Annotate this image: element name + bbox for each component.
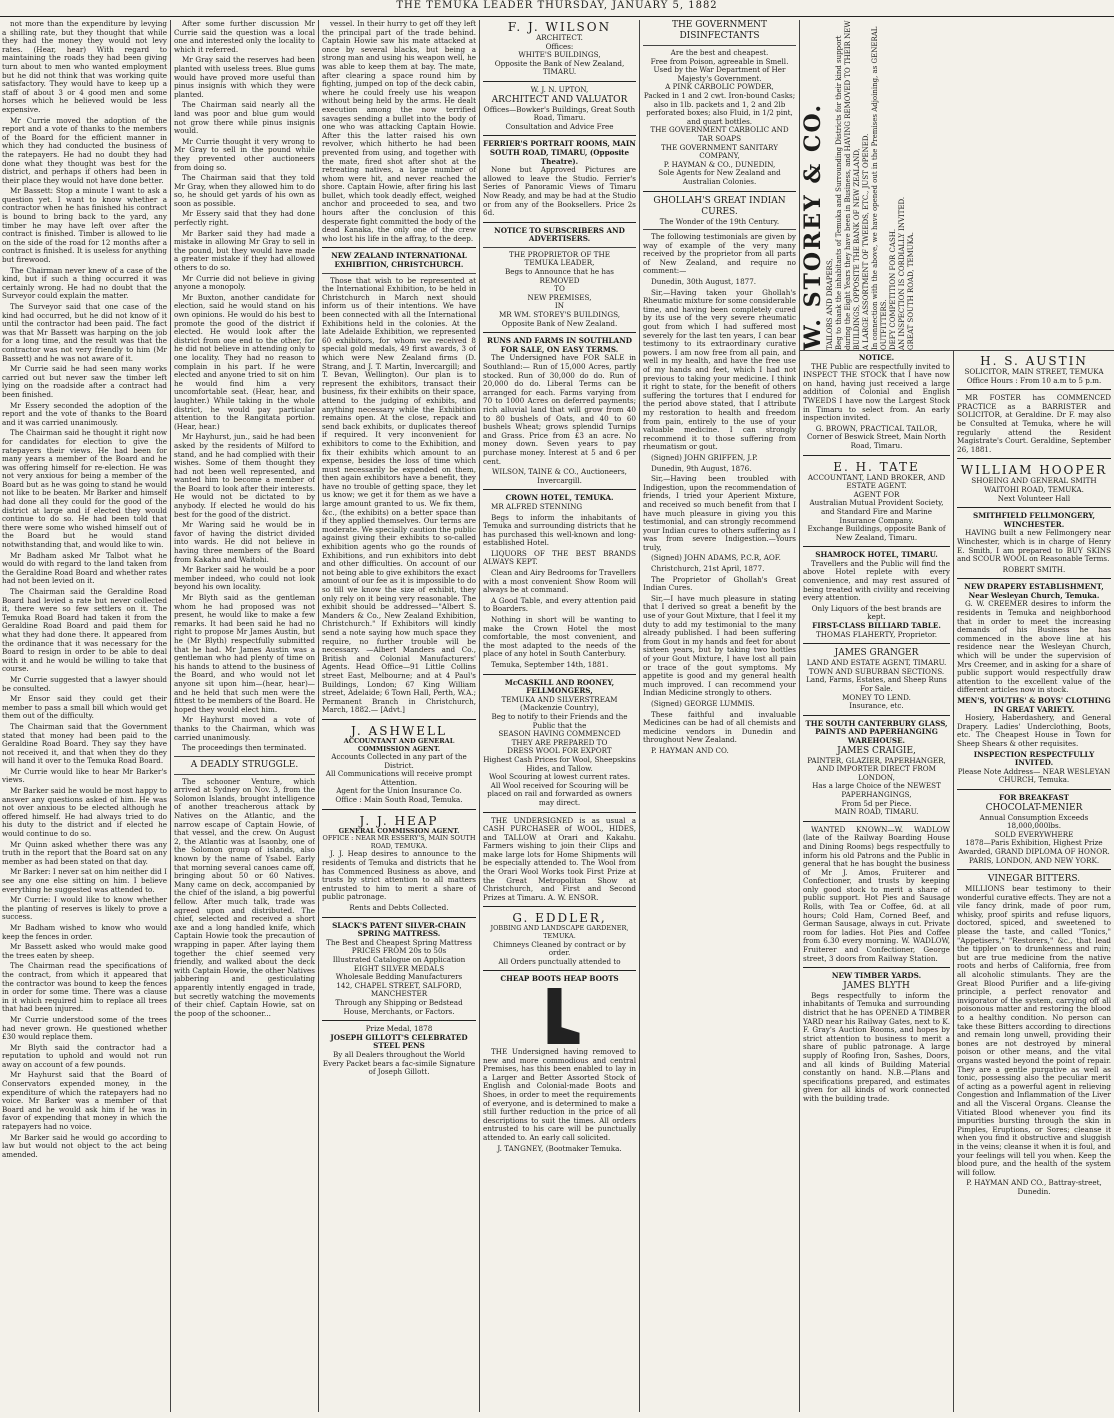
ad-line: 142, CHAPEL STREET, SALFORD, MANCHESTER: [336, 980, 462, 999]
article-paragraph: Mr Currie understood some of the trees had never grown. He questioned whether £30 would replace them.: [2, 1014, 167, 1042]
article-paragraph: not more than the expenditure by levying a shilling rate, but they thought that while they had the money they would not levy rates. (Hear, hear) With regard to maintaining the roads they had been giving turn about to men who wanted employment but he did not think that was working quite satisfactory. They would have to keep up a staff of about 3 or 4 good men and some horses which he believed would be less expensive.: [2, 20, 167, 114]
column-4: [483, 20, 636, 1412]
ad-line: PARIS, LONDON, AND NEW YORK.: [968, 855, 1100, 865]
crown-lines: [483, 503, 636, 670]
ad-line: Used by the War Department of Her Majesty's Government.: [653, 65, 786, 83]
testimonial-paragraph: Sir,—Having been troubled with Indigestion, upon the recommendation of friends, I tried your Aperient Mixture, and received so much benefit from that I have much pleasure in giving you this testimonial, and can strongly recommend your Indian cures to others suffering as I was from severe Indigestion.—Yours truly,: [643, 474, 796, 552]
ad-line: TAILORS AND DRAPERS,: [826, 258, 834, 350]
gillott-medal: Prize Medal, 1878: [365, 1024, 433, 1034]
article-paragraph: Mr Blyth said the contractor had a reputation to uphold and would not run away on account of a few pounds.: [2, 1042, 167, 1069]
ad-line: P. HAYMAN & CO., DUNEDIN,: [663, 159, 776, 169]
menier-name: CHOCOLAT-MENIER: [985, 802, 1083, 813]
smithfield-signature: ROBERT SMITH.: [1002, 564, 1066, 574]
article-paragraph: Mr Barker said they had made a mistake in allowing Mr Gray to sell in the pound, but they would have made a greater mistake if they had allowed others to do so.: [174, 228, 315, 273]
ad-line: Free from Poison, agreeable in Smell.: [650, 56, 789, 66]
article-paragraph: Mr Currie moved the adoption of the report and a vote of thanks to the members of the Board for the efficient manner in which they had conducted the business of the ratepayers. He had no doubt they had done what they thought was best for the district, and perhaps if others had been in their place they would not have done better.: [2, 115, 167, 185]
testimonial-paragraph: (Signed) GEORGE LUMMIS.: [651, 698, 755, 708]
ad-line: Begs to Announce that he has: [505, 267, 614, 277]
ad-line: THE PROPRIETOR OF THE: [509, 249, 610, 259]
craigie-name: JAMES CRAIGIE,: [837, 745, 916, 756]
ad-line: MAIN ROAD, TIMARU.: [834, 807, 919, 817]
shamrock-heading: SHAMROCK HOTEL, TIMARU.: [815, 550, 938, 560]
gollah-testimonials: [643, 233, 796, 755]
column-rule: [318, 20, 319, 1412]
article-struggle-continued: [322, 20, 476, 243]
article-paragraph: Mr Quinn asked whether there was any truth in the report that the Board sat on any member as had been stated on that day.: [2, 839, 167, 866]
exhibition-heading: NEW ZEALAND INTERNATIONAL EXHIBITION, CHRISTCHURCH.: [331, 251, 467, 270]
article-paragraph: Mr Currie would like to hear Mr Barker's views.: [2, 766, 167, 785]
article-paragraph: Mr Barker said he would go according to law but would not object to the act being amended.: [2, 1132, 167, 1159]
ad-line: 1878—Paris Exhibition, Highest Prize Awarded, GRAND DIPLOMA OF HONOR.: [958, 838, 1110, 856]
ad-line: Offices:: [545, 41, 574, 51]
hooper-lines: [957, 477, 1111, 503]
ad-heap: [322, 814, 476, 913]
article-paragraph: The Chairman said nearly all the land was poor and blue gum would not grow there while pinus insignis would.: [174, 100, 315, 136]
article-paragraph: Mr Currie thought it very wrong to Mr Gray to sell in the pound while they prevented other auctioneers from doing so.: [174, 136, 315, 172]
wadlow-body: WANTED KNOWN—W. WADLOW (late of the Railway Boarding House and Dining Rooms) begs respectfully to inform his old Patrons and the Public in general that he has bought the business of Mr J. Amos, Fruiterer and Confectioner, and trusts by keeping only good stock to merit a share of public support. Hot Pies and Sausage Rolls, with Tea or Coffee, 6d. at all hours; Cold Ham, Corned Beef, and German Sausage, always in cut. Private room for ladies. Hot Pies and Coffee from 6.30 every morning. W. WADLOW, Fruiterer and Confectioner, George street, 3 doors from Railway Station.: [803, 824, 950, 963]
article-paragraph: Mr Waring said he would be in favor of having the district divided into wards. He did not believe in having three members of the Board from Kakahu and Waitohi.: [174, 520, 315, 564]
ad-line: From 5d per Piece.: [841, 798, 912, 808]
ad-line: TEMUKA LEADER,: [524, 258, 595, 268]
drapery-line: MEN'S, YOUTHS' & BOYS' CLOTHING IN GREAT VARIETY.: [957, 696, 1111, 714]
drapery-signature: Please Note Address— NEAR WESLEYAN CHURCH, Temuka.: [957, 766, 1111, 785]
article-exhibition: [322, 277, 476, 715]
bitters-heading: VINEGAR BITTERS.: [987, 874, 1081, 885]
ad-line: IN: [554, 301, 565, 311]
ad-line: SOLD EVERYWHERE: [994, 829, 1074, 839]
shamrock-signature: THOMAS FLAHERTY, Proprietor.: [816, 629, 937, 639]
article-paragraph: Mr Essery seconded the adoption of the report and the vote of thanks to the Board and it was carried unanimously.: [2, 400, 167, 427]
ad-line: Nothing in short will be wanting to make the Crown Hotel the most comfortable, the most convenient, and the most adapted to the needs of the place of any hotel in South Canterbury.: [483, 615, 636, 659]
article-paragraph: Mr Bassett asked who would make good the trees eaten by sheep.: [2, 942, 167, 960]
column-7: [957, 354, 1111, 1412]
article-paragraph: The Chairman said that they told Mr Gray, when they allowed him to do so, he should get yards of his own as soon as possible.: [174, 173, 315, 208]
ad-line: DEFY COMPETITION FOR CASH.: [889, 228, 897, 350]
ad-line: All Orders punctually attended to: [498, 956, 621, 966]
article-paragraph: Mr Essery said that they had done perfectly right.: [174, 209, 315, 228]
slack-heading: SLACK'S PATENT SILVER-CHAIN SPRING MATTRESS.: [332, 920, 466, 939]
heap-title: GENERAL COMMISSION AGENT.: [338, 826, 460, 835]
article-board-meeting-continued: [174, 20, 315, 753]
upton-name: W. J. N. UPTON,: [530, 84, 589, 94]
ashwell-name: J. ASHWELL: [351, 723, 447, 738]
ad-line: MR WM. STOREY'S BUILDINGS,: [498, 310, 621, 320]
heap-office: OFFICE : NEAR MR ESSERY'S, MAIN SOUTH ROAD, TEMUKA.: [322, 834, 476, 850]
ashwell-title: ACCOUNTANT AND GENERAL COMMISSION AGENT.: [343, 736, 455, 753]
crown-heading: CROWN HOTEL, TEMUKA.: [505, 493, 614, 503]
ad-line: PRICES FROM 20s to 50s: [351, 946, 447, 956]
ad-line: A LARGE ASSORTMENT OF TWEEDS, ETC., JUST OPENED.: [862, 133, 870, 350]
ad-line: By all Dealers throughout the World: [333, 1049, 465, 1059]
ad-line: The Best and Cheapest Spring Mattress: [326, 937, 472, 947]
testimonial-paragraph: Dunedin, 9th August, 1876.: [651, 463, 752, 473]
gillott-heading: JOSEPH GILLOTT'S CELEBRATED STEEL PENS: [330, 1032, 468, 1051]
runs-heading: RUNS AND FARMS IN SOUTHLAND FOR SALE, ON EASY TERMS.: [487, 336, 632, 354]
drapery-heading: NEW DRAPERY ESTABLISHMENT, Near Wesleyan Church, Temuka.: [964, 582, 1104, 600]
article-paragraph: Mr Gray said the reserves had been planted with useless trees. Blue gums would have proved more useful than pinus insignis with which they were planted.: [174, 55, 315, 99]
testimonial-paragraph: The Proprietor of Ghollah's Great Indian Cures.: [643, 574, 796, 593]
ad-line: THEY ARE PREPARED TO: [511, 737, 608, 747]
ad-line: TOWN AND SUBURBAN SECTIONS.: [808, 666, 945, 676]
article-deadly-struggle: [174, 778, 315, 1019]
boots-body: THE Undersigned having removed to new and more commodious and central Premises, has this been enabled to lay in a Larger and Better Assorted Stock of English and Colonial-made Boots and Shoes, in order to meet the requirements of everyone, and is determined to make a still further reduction in the price of all descriptions to suit the times. All orders entrusted to his care will be punctually attended to. An early call solicited.: [483, 1047, 636, 1142]
column-1: [2, 20, 167, 1412]
article-paragraph: The proceedings then terminated.: [182, 743, 307, 753]
boot-illustration: [540, 988, 580, 1044]
ad-line: Begs to inform the inhabitants of Temuka and surrounding districts that he has purchased this well-known and long-established Hotel.: [483, 512, 636, 548]
masthead: [0, 0, 1114, 17]
ad-line: SOLICITOR, MAIN STREET, TEMUKA: [964, 367, 1104, 376]
eddler-lines: [483, 941, 636, 967]
brown-signature: G. BROWN, PRACTICAL TAILOR, Corner of Beswick Street, Main North Road, Timaru.: [806, 423, 947, 450]
storey-name: W. STOREY & CO.: [800, 102, 826, 350]
heap-body: J. J. Heap desires to announce to the residents of Temuka and districts that he has Commenced Business as above, and trusts by strict attention to all matters entrusted to him to merit a share of public patronage.: [322, 849, 476, 902]
ad-gillott: [322, 1025, 476, 1077]
article-paragraph: The Chairman said he thought it right now for candidates for election to give the ratepayers their views. He had been for many years a member of the Board and he was offering himself for re-election. He was not very anxious for being a member of the Board but as he was going to stand he would not like to be beaten. Mr Barker and himself had done all they could for the good of the district at large and if elected they would continue to do so. He had been told that there were some who wished himself out of the Board but he would stand notwithstanding that, and would like to win.: [2, 428, 167, 550]
brown-notice-body: THE Public are respectfully invited to INSPECT THE STOCK that I have now on hand, having just received a large addition of Colonial and English TWEEDS I have now the Largest Stock in Timaru to select from. An early inspection invited.: [803, 361, 950, 423]
austin-name: H. S. AUSTIN: [980, 354, 1088, 368]
ad-line: Every Packet bears a fac-simile Signature of Joseph Gillott.: [322, 1058, 476, 1077]
notice-heading: NOTICE TO SUBSCRIBERS AND ADVERTISERS.: [494, 225, 625, 244]
ferrier-body: None but Approved Pictures are allowed to leave the Studio. Ferrier's Series of Panoramic Views of Timaru Now Ready, and may be had at the Studio or from any of the Booksellers. Price 2s 6d.: [483, 165, 636, 218]
brown-notice-heading: NOTICE.: [858, 354, 895, 362]
article-paragraph: Mr Badham asked Mr Talbot what he would do with regard to the land taken from the Geraldine Road Board and whether rates had not been levied on it.: [2, 550, 167, 586]
ad-line: REMOVED: [539, 275, 580, 285]
ad-line: Wool Scouring at lowest current rates. All Wool received for Scouring will be placed on rail and forwarded as owners may direct.: [487, 772, 632, 807]
ad-line: SHOEING AND GENERAL SMITH: [971, 476, 1097, 486]
storey-lines: [826, 20, 916, 350]
ad-line: TEMUKA AND SILVERSTREAM (Mackenzie Country),: [501, 694, 618, 713]
hooper-name: WILLIAM HOOPER: [960, 463, 1108, 478]
ad-line: Through any Shipping or Bedstead House, Merchants, or Factors.: [335, 997, 463, 1016]
ad-line: Beg to notify to their Friends and the Public that the: [491, 711, 628, 730]
boots-heading: CHEAP BOOTS HEAP BOOTS: [500, 974, 619, 984]
tate-lines: [803, 474, 950, 543]
ad-slack: [322, 922, 476, 1017]
disinfectants-lines: [643, 49, 796, 187]
ad-line: AGENT FOR: [853, 489, 900, 499]
ad-line: AN INSPECTION IS CORDIALLY INVITED.: [898, 196, 906, 350]
ad-line: GREAT SOUTH ROAD, TEMUKA.: [907, 232, 915, 350]
masthead-text: THE TEMUKA LEADER THURSDAY, JANUARY 5, 1882: [396, 0, 718, 11]
foster-body: MR FOSTER has COMMENCED PRACTICE as a BARRISTER and SOLICITOR, at Geraldine. Dr F. may also be Consulted at Temuka, where he will regularly attend the Resident Magistrate's Court. Geraldine, September 26, 1881.: [957, 393, 1111, 454]
smithfield-heading: SMITHFIELD FELLMONGERY, WINCHESTER.: [973, 511, 1095, 529]
article-paragraph: Mr Bassett: Stop a minute I want to ask a question yet. I want to know whether a contractor when he has finished his contract is bound to bring back to the yard, any timber he may have left over after the contract is finished. Timber is allowed to lie on the side of the road for 12 months after a contract is finished. It is useless for anything but firewood.: [2, 186, 167, 265]
drapery-body2: Hosiery, Haberdashery, and General Drapery. Ladies' Underclothing, Boots, etc. The Cheapest House in Town for Sheep Shears & other requisites.: [957, 713, 1111, 748]
shamrock-billiard: FIRST-CLASS BILLIARD TABLE.: [812, 621, 941, 631]
notice-lines: [483, 251, 636, 328]
column-5: [643, 20, 796, 1412]
blyth-body: Begs respectfully to inform the inhabitants of Temuka and surrounding district that he has OPENED A TIMBER YARD near his Railway Gates, next to K. F. Gray's Auction Rooms, and hopes by strict attention to business to merit a share of public patronage. A large supply of Roofing Iron, Sashes, Doors, and all kinds of Building Material constantly on hand. N.B.—Plans and specifications prepared, and estimates given for all kinds of work connected with the building trade.: [803, 990, 950, 1103]
testimonial-paragraph: Christchurch, 21st April, 1877.: [651, 564, 765, 574]
column-rule: [170, 20, 171, 1412]
ferrier-heading: FERRIER'S PORTRAIT ROOMS, MAIN SOUTH ROAD, TIMARU, (Opposite Theatre).: [483, 139, 636, 166]
mccaskill-heading: McCASKILL AND ROONEY, FELLMONGERS,: [504, 677, 615, 696]
heap-foot: Rents and Debts Collected.: [349, 903, 449, 912]
article-paragraph: Mr Barker said he would be a poor member indeed, who could not look beyond his own locality.: [174, 565, 315, 592]
ad-line: Consultation and Advice Free: [505, 121, 614, 131]
ad-line: WHITE'S BUILDINGS,: [518, 50, 601, 60]
article-paragraph: The Chairman never knew of a case of the kind, but if such a thing occurred it was certainly wrong. He had no doubt that the Surveyor could explain the matter.: [2, 265, 167, 301]
bitters-body: MILLIONS bear testimony to their wonderful curative effects. They are not a vile fancy drink, made of poor rum, whisky, proof spirits and refuse liquors, doctored, spiced, and sweetened to please the taste, and called "Tonics," "Appetisers," "Restorers," &c., that lead the tippler on to drunkenness and ruin; but are true medicine from the native roots and herbs of California, free from all alcoholic stimulants. They are the Great Blood Purifier and a life-giving principle, a perfect renovator and invigorator of the system, carrying off all poisonous matter and restoring the blood to a healthy condition. No person can take these Bitters according to directions and remain long unwell, providing their bones are not destroyed by mineral poison or other means, and the vital organs wasted beyond the point of repair. They are a gentle purgative as well as tonic, possessing also the peculiar merit of acting as a powerful agent in relieving Congestion and Inflammation of the Liver and all the Visceral Organs. Cleanse the Vitiated Blood whenever you find its impurities bursting through the skin in Pimples, Eruptions, or Sores; cleanse it when you find it obstructive and sluggish in the veins; cleanse it when it is foul, and your feelings will tell you when. Keep the blood pure, and the health of the system will follow.: [957, 884, 1111, 1177]
article-paragraph: Mr Hayhurst moved a vote of thanks to the Chairman, which was carried unanimously.: [174, 715, 315, 742]
ad-line: MR ALFRED STENNING: [491, 501, 583, 511]
ad-line: PAINTER, GLAZIER, PAPERHANGER, AND IMPORTER DIRECT FROM LONDON,: [807, 755, 946, 782]
shamrock-line: Only Liquors of the best brands are kept.: [811, 603, 942, 622]
article-paragraph: Mr Hayhurst said that the Board of Conservators expended money, in the expenditure of which the ratepayers had no voice. Mr Barker was a member of that Board and he would ask him if he was in favor of expending that money in which the ratepayers had no voice.: [2, 1070, 167, 1132]
ad-line: Illustrated Catalogue on Application: [332, 954, 466, 964]
granger-name: JAMES GRANGER: [834, 648, 919, 659]
mccaskill-lines: [483, 696, 636, 808]
column-6: [803, 354, 950, 1412]
ensor-body: THE UNDERSIGNED is as usual a CASH PURCHASER of WOOL, HIDES, and TALLOW at Orari and Kakahu. Farmers wishing to join their Clips and make large lots for Home Shipments will be especially attended to. The Wool from the Orari Wool Works took First Prize at the Great Metropolitan Show at Christchurch, and First and Second Prizes at Timaru. A. W. ENSOR.: [483, 815, 636, 902]
ad-line: Annual Consumption Exceeds 18,000,000lbs.: [979, 812, 1089, 831]
runs-signature: WILSON, TAINE & CO., Auctioneers, Invercargill.: [492, 467, 627, 485]
wilson-name: F. J. WILSON: [507, 20, 612, 34]
testimonial-paragraph: Dunedin, 30th August, 1877.: [651, 277, 757, 287]
runs-body: The Undersigned have FOR SALE in Southland:— Run of 15,000 Acres, partly stocked. Run of 30,000 do do. Run of 20,000 do do. Liberal Terms can be arranged for each. Farms varying from 70 to 1000 Acres on deferred payments; rich alluvial land that will grow from 40 to 80 bushels of Oats, and 40 to 60 bushels Wheat; grows splendid Turnips and Grass. Price from £3 an acre. No money down. Seven years to pay purchase money. Interest at 5 and 6 per cent.: [483, 353, 636, 466]
ad-line: EIGHT SILVER MEDALS: [353, 963, 445, 973]
article-paragraph: Mr Currie: I would like to know whether the planting of reserves is likely to prove a success.: [2, 895, 167, 922]
article-paragraph: vessel. In their hurry to get off they left the principal part of the trade behind. Captain Howie saw his mate attacked at once by several blacks, but being a strong man and using his weapon well, he was able to keep them at bay. The mate, after clearing a space round him by fighting, jumped on top of the deck cabin, where he could freely use his weapon without being held by the arms. He dealt execution among the now terrified savages sending a bullet into the body of one who was attacking Captain Howie. After this the latter raised his own revolver, which hitherto he had been prevented from using, and together with the mate, fired shot after shot at the retreating natives, a large number of whom were hit, and never reached the shore. Captain Howie, after firing his last bullet, which took deadly effect, weighed anchor and proceeded to sea, and two hours after the conclusion of this desperate fight committed the body of the dead Kanaka, the only one of the crew who lost his life in the affray, to the deep.: [322, 20, 476, 243]
ad-line: LAND AND ESTATE AGENT, TIMARU.: [806, 658, 947, 668]
ad-line: ACCOUNTANT, LAND BROKER, AND ESTATE AGENT.: [807, 472, 946, 491]
article-paragraph: The Surveyor said that one case of the kind had occurred, but he did not know of it until the contractor had been paid. The fact was that Mr Bassett was harping on the job for a long time, and the result was that the contractor was not very friendly to him (Mr Bassett) and he was not aware of it.: [2, 302, 167, 363]
column-2: [174, 20, 315, 1412]
ad-line: Beg to thank the inhabitants of Temuka and Surrounding Districts for their kind support during the Eight Years they have been in Business, and HAVING REMOVED TO THEIR NEW BUILDINGS, OPPOSITE THE BANK OF NEW ZEALAND,: [835, 20, 861, 350]
article-paragraph: The Chairman said that the Government stated that money had been paid to the Geraldine Road Board. They say they have not received it, and that when they do they will hand it over to the Temuka Road Board.: [2, 721, 167, 766]
testimonial-paragraph: These faithful and invaluable Medicines can be had of all chemists and medicine vendors in Dunedin and throughout New Zealand.: [643, 709, 796, 745]
ad-line: Next Volunteer Hall: [997, 493, 1071, 503]
gollah-subheading: The Wonder of the 19th Century.: [659, 216, 780, 226]
ad-line: MONEY TO LEND.: [842, 692, 911, 702]
ad-line: Opposite Bank of New Zealand.: [501, 318, 618, 328]
ad-line: THE GOVERNMENT CARBOLIC AND TAR SOAPS: [650, 125, 789, 143]
article-paragraph: Those that wish to be represented at the International Exhibition, to be held in Christchurch in March next should inform us of their intentions. We have been connected with all the International Exhibitions held in the colonies. At the late Adelaide Exhibition, we represented 60 exhibitors, for whom we received 8 special gold medals, 49 first awards, 3 of which were New Zealand firms (D. Strang, and J. T. Martin, Invercargill; and T. Bevan, Wellington). Our plan is to represent the exhibitors, transact their business, fix their exhibits on their space, attend to the judging of exhibits, and anything necessary while the Exhibition remains open. At the close, repack and send back exhibits, or duplicates thereof if required. It very inconvenient for exhibitors to come to the Exhibition, and fix their exhibits which amount to an expense, besides the loss of time which must necessarily be expended on them, then again exhibitors have a benefit, they have no trouble of getting space, they let us know; we get it for them as we have a large amount granted to us. We fix them, &c., (the exhibits) on a better space than if they applied themselves. Our terms are moderate. We specially caution the public against giving their exhibits to so-called exhibition agents who go the rounds of Exhibitions, and run exhibitors into debt and other difficulties. On account of our not being able to give exhibitors the exact amount of our fee as it is impossible to do so till we know the size of exhibit, they only rely on it being very reasonable. The exhibit should be addressed—"Albert S. Manders & Co., New Zealand Exhibition, Christchurch." If Exhibitors will kindly send a note saying how much space they require, no further trouble will be necessary. —Albert Manders and Co., British and Colonial Manufacturers' Agents. Head Office—91 Little Collins street East, Melbourne; and at 4 Paul's Buildings, London; 67 King William street, Adelaide; 6 Town Hall, Perth, W.A.; Permanent Branch in Christchurch, March, 1882.— [Advt.]: [322, 275, 476, 715]
ad-ashwell: [322, 724, 476, 805]
eddler-title: JOBBING AND LANDSCAPE GARDENER, TEMUKA.: [490, 924, 629, 941]
article-paragraph: Mr Barker: I never sat on him neither did I see any one else sitting on him. I believe everything he suggested was attended to.: [2, 867, 167, 894]
article-paragraph: Mr Currie suggested that a lawyer should be consulted.: [2, 674, 167, 693]
article-paragraph: After some further discussion Mr Currie said the question was a local one and interested only the locality to which it referred.: [174, 20, 315, 54]
ashwell-lines: [322, 753, 476, 805]
ad-line: LIQUORS OF THE BEST BRANDS ALWAYS KEPT.: [483, 548, 636, 567]
ad-line: Temuka, September 14th, 1881.: [491, 660, 609, 669]
drapery-line2: INSPECTION RESPECTFULLY INVITED.: [973, 749, 1095, 768]
column-rule: [479, 20, 480, 1412]
wilson-title: ARCHITECT.: [536, 33, 583, 42]
ad-line: Opposite the Bank of New Zealand, TIMARU.: [494, 58, 625, 77]
disinfectants-heading: THE GOVERNMENT DISINFECTANTS: [671, 20, 768, 41]
boots-signature: J. TANGNEY, (Bootmaker Temuka.: [497, 1143, 622, 1153]
ad-line: Wholesale Bedding Manufacturers: [335, 972, 463, 982]
ad-line: A PINK CARBOLIC POWDER,: [665, 82, 774, 92]
ad-line: Clean and Airy Bedrooms for Travellers with a most convenient Show Room will always be at command.: [483, 568, 636, 595]
article-paragraph: Mr Ensor said they could get their member to pass a small bill which would get them out of the difficulty.: [2, 694, 167, 721]
ad-line: Agent for the Union Insurance Co.: [336, 786, 462, 796]
menier-heading: FOR BREAKFAST: [999, 792, 1069, 802]
gillott-lines: [322, 1051, 476, 1077]
drapery-body: G. W. CREEMER desires to inform the residents in Temuka and neighborhood that in order to meet the increasing demands of his Business he has commenced in the above line at his residence near the Wesleyan Church, which will be under the supervision of Mrs Creemer, and in asking for a share of public support would respectfully draw attention to the excellent value of the different articles now in stock.: [957, 599, 1111, 695]
ad-line: Office : Main South Road, Temuka.: [335, 795, 463, 805]
article-paragraph: Mr Barker said he would be most happy to answer any questions asked of him. He was not over anxious to be elected although he offered himself. He had always tried to do his duty to the district and if elected he would continue to do so.: [2, 786, 167, 839]
article-paragraph: Mr Currie said he had seen many works carried out but never saw the timber left lying on the roadside after a contract had been finished.: [2, 364, 167, 399]
article-paragraph: The Chairman read the specifications of the contract, from which it appeared that the contractor was bound to keep the fences in order for some time. There was a clause in it which required him to replace all trees that had been injured.: [2, 961, 167, 1014]
ad-line: Sole Agents for New Zealand and Australian Colonies.: [658, 168, 781, 186]
article-paragraph: Mr Blyth said as the gentleman whom he had proposed was not present, he would like to make a few remarks. It had been said he had no right to propose Mr James Austin, but he (Mr Blyth) respectfully submitted that he had. Mr James Austin was a gentleman who had plenty of time on his hands to attend to the business of the Board, and who would not let anyone sit upon him—(hear, hear)—and he held that such men were the fittest to be members of the Board. He hoped they would elect him.: [174, 593, 315, 714]
article-paragraph: The schooner Venture, which arrived at Sydney on Nov. 3, from the Solomon Islands, brought intelligence of another treacherous attack by Natives on the Atlantic, and the narrow escape of Captain Howie, of that vessel, and the crew. On August 2, the Atlantic was at Isaonby, one of the Solomon group of islands, also known by the name of Ysabel. Early that morning several canoes came off, bringing about 50 or 60 Natives. Many came on deck, accompanied by the chief of the island, a big powerful fellow. After much talk, trade was agreed upon and distributed. The chief, selected and received a short axe and a long handled knife, which Captain Howie took the precaution of wrapping in paper. After laying them together the chief seemed very friendly, and walked about the deck with Captain Howie, the other Natives jabbering and gesticulating apparently intently engaged in trade, but secretly watching the movements of their chief. Captain Howie, sat on the poop of the schooner...: [174, 776, 315, 1018]
ad-storey: [800, 20, 1112, 350]
article-board-meeting: [2, 20, 167, 1159]
shamrock-body: Travellers and the Public will find the above Hotel replete with every convenience, and may rest assured of being treated with civility and receiving every attention.: [803, 558, 950, 603]
article-paragraph: Mr Hayhurst, jun., said he had been asked by the residents of Milford to stand, and he had complied with their wishes. Some of them thought they had not been well represented, and wanted him to become a member of the Board to look after their interests. He would not be dictated to by anybody. If elected he would do his best for the good of the district.: [174, 432, 315, 519]
ad-line: Accounts Collected in any part of the District.: [331, 752, 467, 770]
ad-line: Has a large Choice of the NEWEST PAPERHANGINGS,: [812, 781, 941, 799]
craigie-lines: [803, 757, 950, 817]
article-paragraph: Mr Buxton, another candidate for election, said he would stand on his own opinions. He would do his best to promote the good of the district if elected. He would look after the district from one end to the other, for he did not believe in attending only to one locality. They had no reason to complain in his part. If he were elected and anyone tried to sit on him he would find him a very uncomfortable seat. (Hear, hear, and laughter.) While taking in the whole district, he would pay particular attention to the Rangitata portion. (Hear, hear.): [174, 292, 315, 431]
ad-line: In connection with the above, we have opened out in the Premises Adjoining, as GENERAL OUTFITTERS.: [871, 26, 888, 350]
gollah-heading: GHOLLAH'S GREAT INDIAN CURES.: [653, 195, 786, 217]
ad-line: Exchange Buildings, opposite Bank of New Zealand, Timaru.: [807, 524, 946, 542]
ad-line: THE GOVERNMENT SANITARY COMPANY,: [661, 142, 778, 161]
struggle-heading: A DEADLY STRUGGLE.: [190, 759, 299, 770]
slack-lines: [322, 939, 476, 1016]
tate-name: E. H. TATE: [833, 459, 920, 474]
article-paragraph: Mr Badham wished to know who would keep the fences in order.: [2, 922, 167, 941]
column-rule: [953, 350, 954, 1412]
article-paragraph: Mr Currie did not believe in giving anyone a monopoly.: [174, 273, 315, 292]
wilson-lines: [483, 43, 636, 77]
ad-line: Insurance, etc.: [849, 701, 904, 711]
column-3: [322, 20, 476, 1412]
ad-line: A Good Table, and every attention paid to Boarders.: [483, 595, 636, 614]
ad-line: NEW PREMISES,: [527, 292, 592, 302]
ad-line: TO: [554, 284, 565, 294]
ad-line: Packed in 1 and 2 cwt. Iron-bound Casks; also in 1lb. packets and 1, 2 and 2lb perforated boxes; also Fluid, in 1/2 pint, and quart bottles.: [643, 90, 796, 126]
ad-line: Chimneys Cleaned by contract or by order.: [493, 939, 626, 958]
glass-heading: THE SOUTH CANTERBURY GLASS, PAINTS AND PAPERHANGING WAREHOUSE.: [805, 718, 948, 745]
testimonial-paragraph: Sir,—I have much pleasure in stating that I derived so great a benefit by the use of your Gout Mixture, that I feel it my duty to add my testimonial to the many already published. I had been suffering from Gout in my hands and feet for about sixteen years, but by taking two bottles of your Gout Mixture, I have lost all pain or trace of the gout symptoms. My appetite is good and my general health much improved. I can recommend your Indian Medicine strongly to others.: [643, 593, 796, 698]
ad-line: Office Hours : From 10 a.m to 5 p.m.: [966, 375, 1102, 385]
ad-line: SEASON HAVING COMMENCED: [498, 729, 621, 739]
testimonial-paragraph: P. HAYMAN AND CO.: [651, 745, 729, 755]
testimonial-paragraph: (Signed) JOHN ADAMS, P.C.R, AOF.: [651, 553, 781, 563]
austin-lines: [957, 368, 1111, 385]
ad-line: Australian Mutual Provident Society, and Standard Fire and Marine Insurance Company.: [809, 498, 944, 525]
upton-title: ARCHITECT AND VALUATOR: [491, 94, 628, 105]
testimonial-paragraph: Sir,—Having taken your Ghollah's Rheumatic mixture for some considerable time, and having been completely cured by its use of the very severe rheumatic gout from which I had suffered most severely for the last ten years, I can bear testimony to its extraordinary curative powers. I am now free from all pain, and well in my health, and have the free use of my hands and feet, which I had not previous to taking your medicine. I think it right to state, for the benefit of others suffering the tortures that I endured for the period above stated, that I attribute my restoration to health and freedom from pain, entirely to the use of your valuable medicine. I can strongly recommend it to those suffering from rheumatism or gout.: [643, 287, 796, 452]
testimonial-paragraph: The following testimonials are given by way of example of the very many received by the proprietor from all parts of New Zealand, and require no comment:—: [643, 232, 796, 276]
testimonial-paragraph: (Signed) JOHN GRIFFEN, J.P.: [651, 452, 758, 462]
ad-line: Are the best and cheapest.: [670, 48, 769, 57]
ad-line: WAITOHI ROAD, TEMUKA.: [984, 484, 1084, 494]
ad-line: DRESS WOOL FOR EXPORT: [507, 746, 612, 756]
ad-line: Offices—Bowker's Buildings, Great South Road, Timaru.: [483, 104, 636, 123]
bitters-signature: P. HAYMAN AND CO., Battray-street, Dunedin.: [966, 1178, 1102, 1196]
ad-line: Highest Cash Prices for Wool, Sheepskins Hides, and Tallow.: [483, 754, 636, 773]
article-paragraph: The Chairman said the Geraldine Road Board had levied a rate but never collected it, there were so few settlers on it. The Temuka Road Board had taken it from the Geraldine Road Board and paid them for what they had done there. It appeared from the ordinance that it was necessary for the Board to resign in order to be able to deal with it and he would be willing to take that course.: [2, 587, 167, 674]
column-rule: [639, 20, 640, 1412]
heap-name: J. J. HEAP: [359, 813, 439, 828]
blyth-name: JAMES BLYTH: [843, 980, 910, 991]
timber-heading: NEW TIMBER YARDS.: [831, 971, 922, 981]
smithfield-body: HAVING built a new Fellmongery near Winchester, which is in charge of Henry E. Smith, I am prepared to BUY SKINS and SCOUR WOOL on Reasonable Terms.: [957, 528, 1111, 564]
granger-lines: [803, 659, 950, 711]
ad-line: Land, Farms, Estates, and Sheep Runs For Sale.: [806, 675, 947, 693]
ad-line: All Communications will receive prompt Attention.: [325, 769, 473, 787]
menier-lines: [957, 814, 1111, 866]
eddler-name: G. EDDLER,: [512, 911, 607, 926]
upton-lines: [483, 106, 636, 132]
